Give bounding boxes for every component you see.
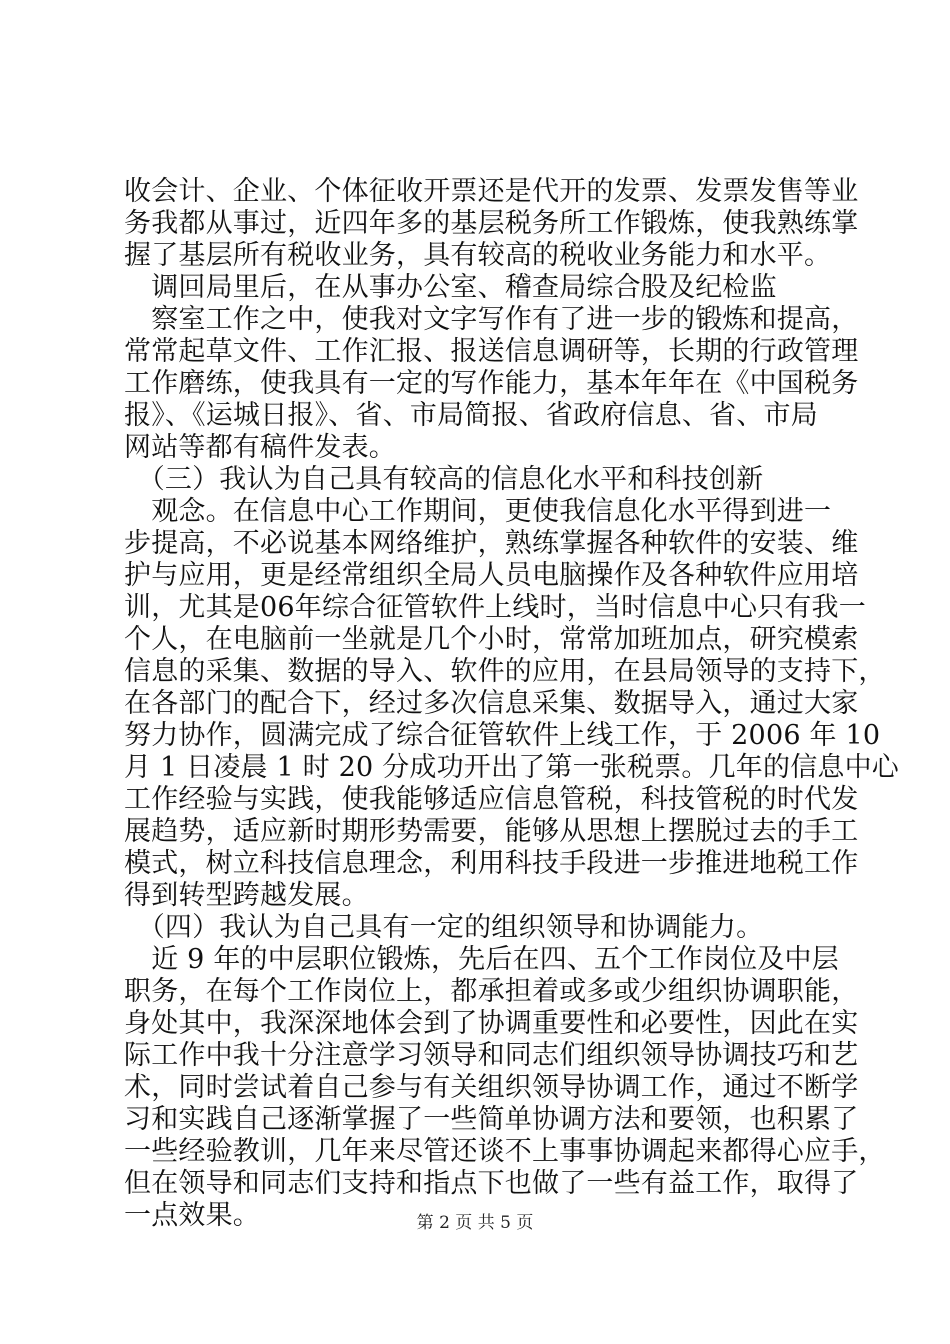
section-heading-3: （三）我认为自己具有较高的信息化水平和科技创新	[124, 464, 764, 495]
body-text-line: 收会计、企业、个体征收开票还是代开的发票、发票发售等业	[124, 176, 859, 207]
body-text-line: 月 1 日凌晨 1 时 20 分成功开出了第一张税票。几年的信息中心	[124, 752, 900, 783]
body-text-line: 得到转型跨越发展。	[124, 880, 369, 911]
body-text-line: 护与应用，更是经常组织全局人员电脑操作及各种软件应用培	[124, 560, 859, 591]
body-text-line: 身处其中，我深深地体会到了协调重要性和必要性，因此在实	[124, 1008, 859, 1039]
page-number-footer: 第 2 页 共 5 页	[416, 1213, 534, 1233]
body-text-line: 个人，在电脑前一坐就是几个小时，常常加班加点，研究模索	[124, 624, 859, 655]
body-text-line: 握了基层所有税收业务，具有较高的税收业务能力和水平。	[124, 240, 832, 271]
body-text-line: 一点效果。	[124, 1200, 260, 1231]
body-text-line: 近 9 年的中层职位锻炼，先后在四、五个工作岗位及中层	[124, 944, 839, 975]
body-text-line: 一些经验教训，几年来尽管还谈不上事事协调起来都得心应手，	[124, 1136, 886, 1167]
body-text-line: 职务，在每个工作岗位上，都承担着或多或少组织协调职能，	[124, 976, 859, 1007]
body-text-line: 努力协作，圆满完成了综合征管软件上线工作，于 2006 年 10	[124, 720, 881, 751]
body-text-line: 展趋势，适应新时期形势需要，能够从思想上摆脱过去的手工	[124, 816, 859, 847]
body-text-line: 工作经验与实践，使我能够适应信息管税，科技管税的时代发	[124, 784, 859, 815]
body-text-line: 务我都从事过，近四年多的基层税务所工作锻炼，使我熟练掌	[124, 208, 859, 239]
body-text-line: 在各部门的配合下，经过多次信息采集、数据导入，通过大家	[124, 688, 859, 719]
body-text-line: 调回局里后，在从事办公室、稽查局综合股及纪检监	[124, 272, 777, 303]
body-text-line: 训，尤其是06年综合征管软件上线时，当时信息中心只有我一	[124, 592, 866, 623]
body-text-line: 步提高，不必说基本网络维护，熟练掌握各种软件的安装、维	[124, 528, 859, 559]
body-text-line: 常常起草文件、工作汇报、报送信息调研等，长期的行政管理	[124, 336, 859, 367]
body-text-line: 察室工作之中，使我对文字写作有了进一步的锻炼和提高，	[124, 304, 859, 335]
body-text-line: 模式，树立科技信息理念，利用科技手段进一步推进地税工作	[124, 848, 859, 879]
body-text-line: 术，同时尝试着自己参与有关组织领导协调工作，通过不断学	[124, 1072, 859, 1103]
body-text-line: 习和实践自己逐渐掌握了一些简单协调方法和要领，也积累了	[124, 1104, 859, 1135]
body-text-line: 但在领导和同志们支持和指点下也做了一些有益工作，取得了	[124, 1168, 859, 1199]
body-text-line: 观念。在信息中心工作期间，更使我信息化水平得到进一	[124, 496, 832, 527]
body-text-line: 际工作中我十分注意学习领导和同志们组织领导协调技巧和艺	[124, 1040, 859, 1071]
body-text-line: 信息的采集、数据的导入、软件的应用，在县局领导的支持下，	[124, 656, 886, 687]
body-text-line: 工作磨练，使我具有一定的写作能力，基本年年在《中国税务	[124, 368, 859, 399]
section-heading-4: （四）我认为自己具有一定的组织领导和协调能力。	[124, 912, 764, 943]
body-text-line: 报》、《运城日报》、省、市局简报、省政府信息、省、市局	[124, 400, 818, 431]
body-text-line: 网站等都有稿件发表。	[124, 432, 396, 463]
